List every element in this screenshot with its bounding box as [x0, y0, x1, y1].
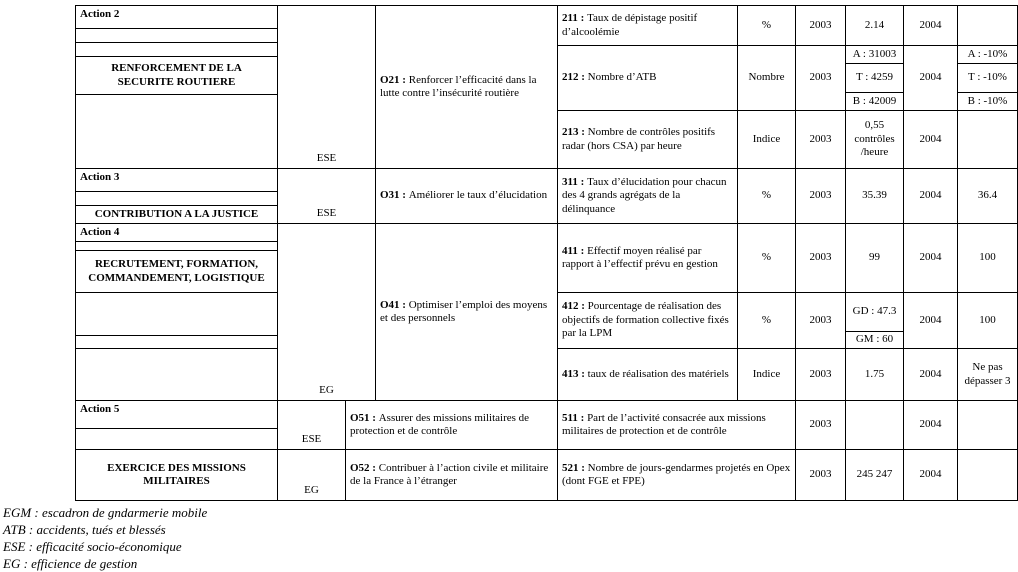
year1-413: 2003 — [795, 348, 845, 400]
objective-o52-text — [350, 462, 553, 489]
indicator-413-desc: taux de réalisation des matériels — [587, 367, 729, 380]
action-3-title — [75, 205, 277, 223]
value1-212-t: T : 4259 — [845, 63, 903, 92]
empty-cell — [75, 428, 277, 449]
indicator-211-code: 211 : — [562, 12, 588, 24]
objective-o21-desc: Renforcer l’efficacité dans la lutte contre l’insécurité routière — [380, 73, 537, 99]
indicator-511-desc: Part de l’activité consacrée aux missions militaires de protection et de contrôle — [562, 411, 766, 437]
unit-212: Nombre — [737, 45, 795, 110]
value1-412-gd: GD : 47.3 — [845, 292, 903, 331]
objective-o52-desc: Contribuer à l’action civile et militaire de la France à l’étranger — [350, 461, 549, 487]
action-4-title-line1: RECRUTEMENT, FORMATION, — [94, 258, 259, 270]
year2-511: 2004 — [903, 400, 957, 449]
action-3-title-line1: CONTRIBUTION A LA JUSTICE — [94, 207, 259, 220]
value2-311: 36.4 — [957, 168, 1017, 223]
indicator-412-text — [562, 300, 733, 341]
empty-cell — [75, 241, 277, 250]
indicator-413-text — [562, 368, 729, 382]
action-4-title-line2: COMMANDEMENT, LOGISTIQUE — [88, 271, 265, 284]
indicator-311 — [557, 168, 737, 223]
action-2-title-line2: SECURITE ROUTIERE — [117, 75, 236, 88]
objective-o51 — [345, 400, 557, 449]
indicator-521-code: 521 : — [562, 461, 588, 474]
empty-cell — [75, 191, 277, 205]
objective-o31-desc: Améliorer le taux d’élucidation — [408, 189, 548, 202]
year1-411: 2003 — [795, 223, 845, 292]
indicator-412-desc: Pourcentage de réalisation des objectifs de formation collective fixés par la LPM — [562, 300, 729, 340]
objective-o52 — [345, 449, 557, 500]
unit-413: Indice — [737, 348, 795, 400]
year2-211: 2004 — [903, 5, 957, 45]
indicator-411 — [557, 223, 737, 292]
year2-311: 2004 — [903, 168, 957, 223]
value2-212-a: A : -10% — [957, 45, 1017, 63]
indicator-521 — [557, 449, 795, 500]
value2-412: 100 — [957, 292, 1017, 348]
indicator-411-text — [562, 245, 733, 272]
eval-type-action-3: ESE — [277, 168, 375, 223]
empty-cell — [75, 335, 277, 348]
empty-cell — [75, 94, 277, 168]
indicator-212-desc: Nombre d’ATB — [587, 71, 657, 84]
indicator-411-desc: Effectif moyen réalisé par rapport à l’effectif prévu en gestion — [562, 244, 718, 270]
legend-line-egm: EGM : escadron de gndarmerie mobile — [3, 505, 208, 520]
indicator-511-text — [562, 412, 791, 439]
objective-o21-code: O21 : — [380, 73, 409, 86]
value2-211 — [957, 5, 1017, 45]
action-3-label: Action 3 — [75, 168, 277, 191]
year1-212: 2003 — [795, 45, 845, 110]
indicator-311-desc: Taux d’élucidation pour chacun des 4 grands agrégats de la délinquance — [562, 175, 727, 215]
action-4-label: Action 4 — [75, 223, 277, 241]
empty-cell — [75, 42, 277, 56]
legend-line-ese: ESE : efficacité socio-économique — [3, 539, 182, 554]
indicator-411-code: 411 : — [562, 244, 588, 257]
action-2-label: Action 2 — [75, 5, 277, 28]
indicator-213-text — [562, 126, 733, 153]
value2-521 — [957, 449, 1017, 500]
indicator-511-code: 511 : — [562, 411, 588, 424]
value2-212-t: T : -10% — [957, 63, 1017, 92]
unit-311: % — [737, 168, 795, 223]
value2-213 — [957, 110, 1017, 168]
eval-type-o51: ESE — [277, 400, 345, 449]
indicator-213 — [557, 110, 737, 168]
unit-211: % — [737, 5, 795, 45]
objective-o41-code: O41 : — [380, 298, 409, 311]
indicator-311-code: 311 : — [562, 175, 588, 188]
action-5-title-line2: MILITAIRES — [143, 475, 210, 487]
objective-o41-text — [380, 299, 553, 326]
indicator-412 — [557, 292, 737, 348]
empty-cell — [75, 292, 277, 335]
value1-212-a: A : 31003 — [845, 45, 903, 63]
objective-o51-text — [350, 412, 553, 439]
year2-213: 2004 — [903, 110, 957, 168]
year1-412: 2003 — [795, 292, 845, 348]
objective-o21-text — [380, 74, 553, 101]
value2-411: 100 — [957, 223, 1017, 292]
legend-line-atb: ATB : accidents, tués et blessés — [3, 522, 166, 537]
unit-411: % — [737, 223, 795, 292]
eval-type-o52: EG — [277, 449, 345, 500]
value2-413: Ne pas dépasser 3 — [957, 348, 1017, 400]
value1-511 — [845, 400, 903, 449]
objective-o51-desc: Assurer des missions militaires de protection et de contrôle — [350, 411, 530, 437]
indicator-521-text — [562, 462, 790, 489]
value1-212-b: B : 42009 — [845, 92, 903, 110]
year1-213: 2003 — [795, 110, 845, 168]
value2-511 — [957, 400, 1017, 449]
action-2-title-line1: RENFORCEMENT DE LA — [111, 62, 242, 74]
action-5-title — [75, 449, 277, 500]
indicator-212-code: 212 : — [562, 71, 588, 84]
unit-412: % — [737, 292, 795, 348]
eval-type-action-2: ESE — [277, 5, 375, 168]
objective-o51-code: O51 : — [350, 411, 379, 424]
objective-o52-code: O52 : — [350, 461, 379, 474]
value2-212-b: B : -10% — [957, 92, 1017, 110]
indicator-521-desc: Nombre de jours-gendarmes projetés en Opex — [587, 461, 791, 474]
eval-type-action-4: EG — [277, 223, 375, 400]
action-2-title — [75, 56, 277, 94]
year2-412: 2004 — [903, 292, 957, 348]
empty-cell — [75, 348, 277, 400]
indicator-311-text — [562, 176, 733, 217]
objective-o41-desc: Optimiser l’emploi des moyens et des personnels — [380, 298, 548, 324]
value1-211: 2.14 — [845, 5, 903, 45]
year2-212: 2004 — [903, 45, 957, 110]
objective-o41 — [375, 223, 557, 400]
action-5-title-line1: EXERCICE DES MISSIONS — [107, 461, 246, 474]
indicator-211 — [557, 5, 737, 45]
value1-412-gm: GM : 60 — [845, 331, 903, 348]
year1-511: 2003 — [795, 400, 845, 449]
value1-521: 245 247 — [845, 449, 903, 500]
year1-211: 2003 — [795, 5, 845, 45]
objective-o21 — [375, 5, 557, 168]
indicator-213-code: 213 : — [562, 126, 588, 138]
indicator-211-desc: Taux de dépistage positif d’alcoolémie — [562, 12, 698, 38]
indicator-211-text — [562, 12, 733, 39]
unit-213: Indice — [737, 110, 795, 168]
indicator-521-line1 — [562, 462, 790, 476]
objective-o31-text — [380, 189, 547, 203]
legend-line-eg: EG : efficience de gestion — [3, 556, 138, 571]
value1-213: 0,55 contrôles /heure — [845, 110, 903, 168]
indicator-521-line2: (dont FGE et FPE) — [562, 475, 645, 487]
indicator-413-code: 413 : — [562, 367, 588, 380]
year2-411: 2004 — [903, 223, 957, 292]
action-4-title — [75, 250, 277, 292]
value1-311: 35.39 — [845, 168, 903, 223]
year1-311: 2003 — [795, 168, 845, 223]
indicator-412-code: 412 : — [562, 300, 588, 313]
objective-o31-code: O31 : — [380, 189, 409, 202]
year1-521: 2003 — [795, 449, 845, 500]
year2-413: 2004 — [903, 348, 957, 400]
indicator-511 — [557, 400, 795, 449]
performance-table — [75, 5, 1018, 501]
indicator-212 — [557, 45, 737, 110]
objective-o31 — [375, 168, 557, 223]
value1-413: 1.75 — [845, 348, 903, 400]
value1-411: 99 — [845, 223, 903, 292]
action-5-label: Action 5 — [75, 400, 277, 428]
indicator-213-desc: Nombre de contrôles positifs radar (hors CSA) par heure — [562, 126, 716, 152]
year2-521: 2004 — [903, 449, 957, 500]
indicator-413 — [557, 348, 737, 400]
indicator-212-text — [562, 71, 656, 85]
empty-cell — [75, 28, 277, 42]
legend — [3, 504, 207, 572]
